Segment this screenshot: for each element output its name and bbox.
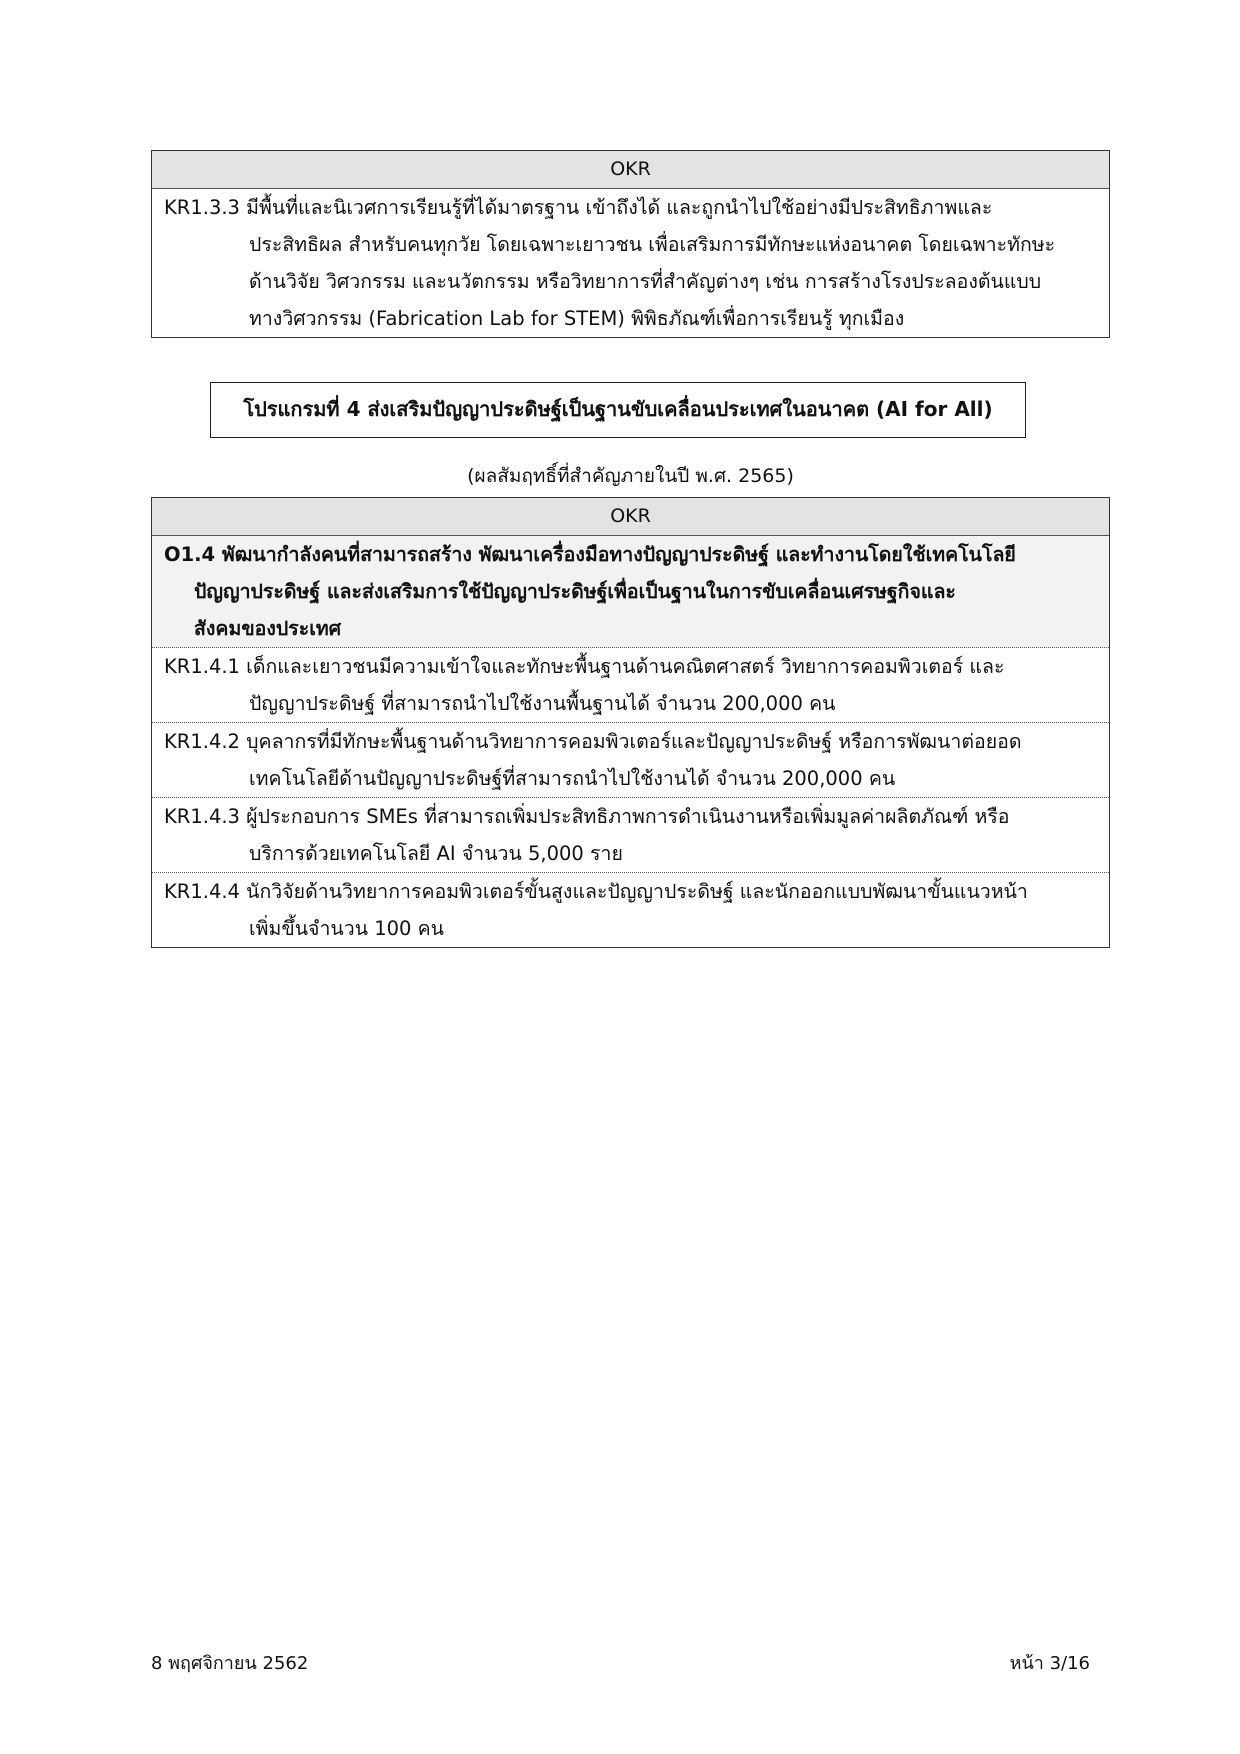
kr-line: KR1.4.2 บุคลากรที่มีทักษะพื้นฐานด้านวิทยาการคอมพิวเตอร์และปัญญาประดิษฐ์ หรือการพัฒนาต่อยอด — [164, 730, 1022, 753]
objective-line: O1.4 พัฒนากำลังคนที่สามารถสร้าง พัฒนาเครื่องมือทางปัญญาประดิษฐ์ และทำงานโดยใช้เทคโนโลยี — [164, 543, 1016, 566]
kr-line: ปัญญาประดิษฐ์ ที่สามารถนำไปใช้งานพื้นฐานได้ จำนวน 200,000 คน — [249, 692, 836, 715]
footer-date: 8 พฤศจิกายน 2562 — [151, 1653, 309, 1674]
kr-line: ด้านวิจัย วิศวกรรม และนวัตกรรม หรือวิทยาการที่สำคัญต่างๆ เช่น การสร้างโรงประลองต้นแบบ — [249, 270, 1042, 293]
kr-line: ประสิทธิผล สำหรับคนทุกวัย โดยเฉพาะเยาวชน เพื่อเสริมการมีทักษะแห่งอนาคต โดยเฉพาะทักษะ — [249, 233, 1056, 256]
kr-line: KR1.4.3 ผู้ประกอบการ SMEs ที่สามารถเพิ่มประสิทธิภาพการดำเนินงานหรือเพิ่มมูลค่าผลิตภัณฑ์ หรือ — [164, 805, 1010, 828]
program-title-box — [210, 382, 1026, 438]
kr-line: บริการด้วยเทคโนโลยี AI จำนวน 5,000 ราย — [249, 842, 623, 865]
kr-line: เทคโนโลยีด้านปัญญาประดิษฐ์ที่สามารถนำไปใช้งานได้ จำนวน 200,000 คน — [249, 767, 896, 790]
objective-line: ปัญญาประดิษฐ์ และส่งเสริมการใช้ปัญญาประดิษฐ์เพื่อเป็นฐานในการขับเคลื่อนเศรษฐกิจและ — [194, 580, 956, 603]
program-subtitle: (ผลสัมฤทธิ์ที่สำคัญภายในปี พ.ศ. 2565) — [467, 465, 794, 487]
kr-line: KR1.3.3 มีพื้นที่และนิเวศการเรียนรู้ที่ได้มาตรฐาน เข้าถึงได้ และถูกนำไปใช้อย่างมีประสิทธิภาพและ — [164, 196, 993, 219]
objective-row — [152, 536, 1109, 648]
program-title: โปรแกรมที่ 4 ส่งเสริมปัญญาประดิษฐ์เป็นฐานขับเคลื่อนประเทศในอนาคต (AI for All) — [243, 397, 993, 421]
table-row — [152, 723, 1109, 798]
kr-line: เพิ่มขึ้นจำนวน 100 คน — [249, 917, 445, 940]
footer-page-number: หน้า 3/16 — [1009, 1653, 1090, 1674]
table-row — [152, 798, 1109, 873]
okr-table-kr133 — [151, 150, 1110, 338]
table-header: OKR — [152, 151, 1109, 189]
table-row — [152, 189, 1109, 337]
objective-line: สังคมของประเทศ — [194, 617, 342, 640]
kr-line: ทางวิศวกรรม (Fabrication Lab for STEM) พิพิธภัณฑ์เพื่อการเรียนรู้ ทุกเมือง — [249, 307, 905, 330]
kr-line: KR1.4.4 นักวิจัยด้านวิทยาการคอมพิวเตอร์ขั้นสูงและปัญญาประดิษฐ์ และนักออกแบบพัฒนาขั้นแนวหน้า — [164, 880, 1028, 903]
kr-line: KR1.4.1 เด็กและเยาวชนมีความเข้าใจและทักษะพื้นฐานด้านคณิตศาสตร์ วิทยาการคอมพิวเตอร์ และ — [164, 655, 1005, 678]
table-row — [152, 873, 1109, 947]
okr-table-o14 — [151, 497, 1110, 948]
table-header: OKR — [152, 498, 1109, 536]
table-row — [152, 648, 1109, 723]
